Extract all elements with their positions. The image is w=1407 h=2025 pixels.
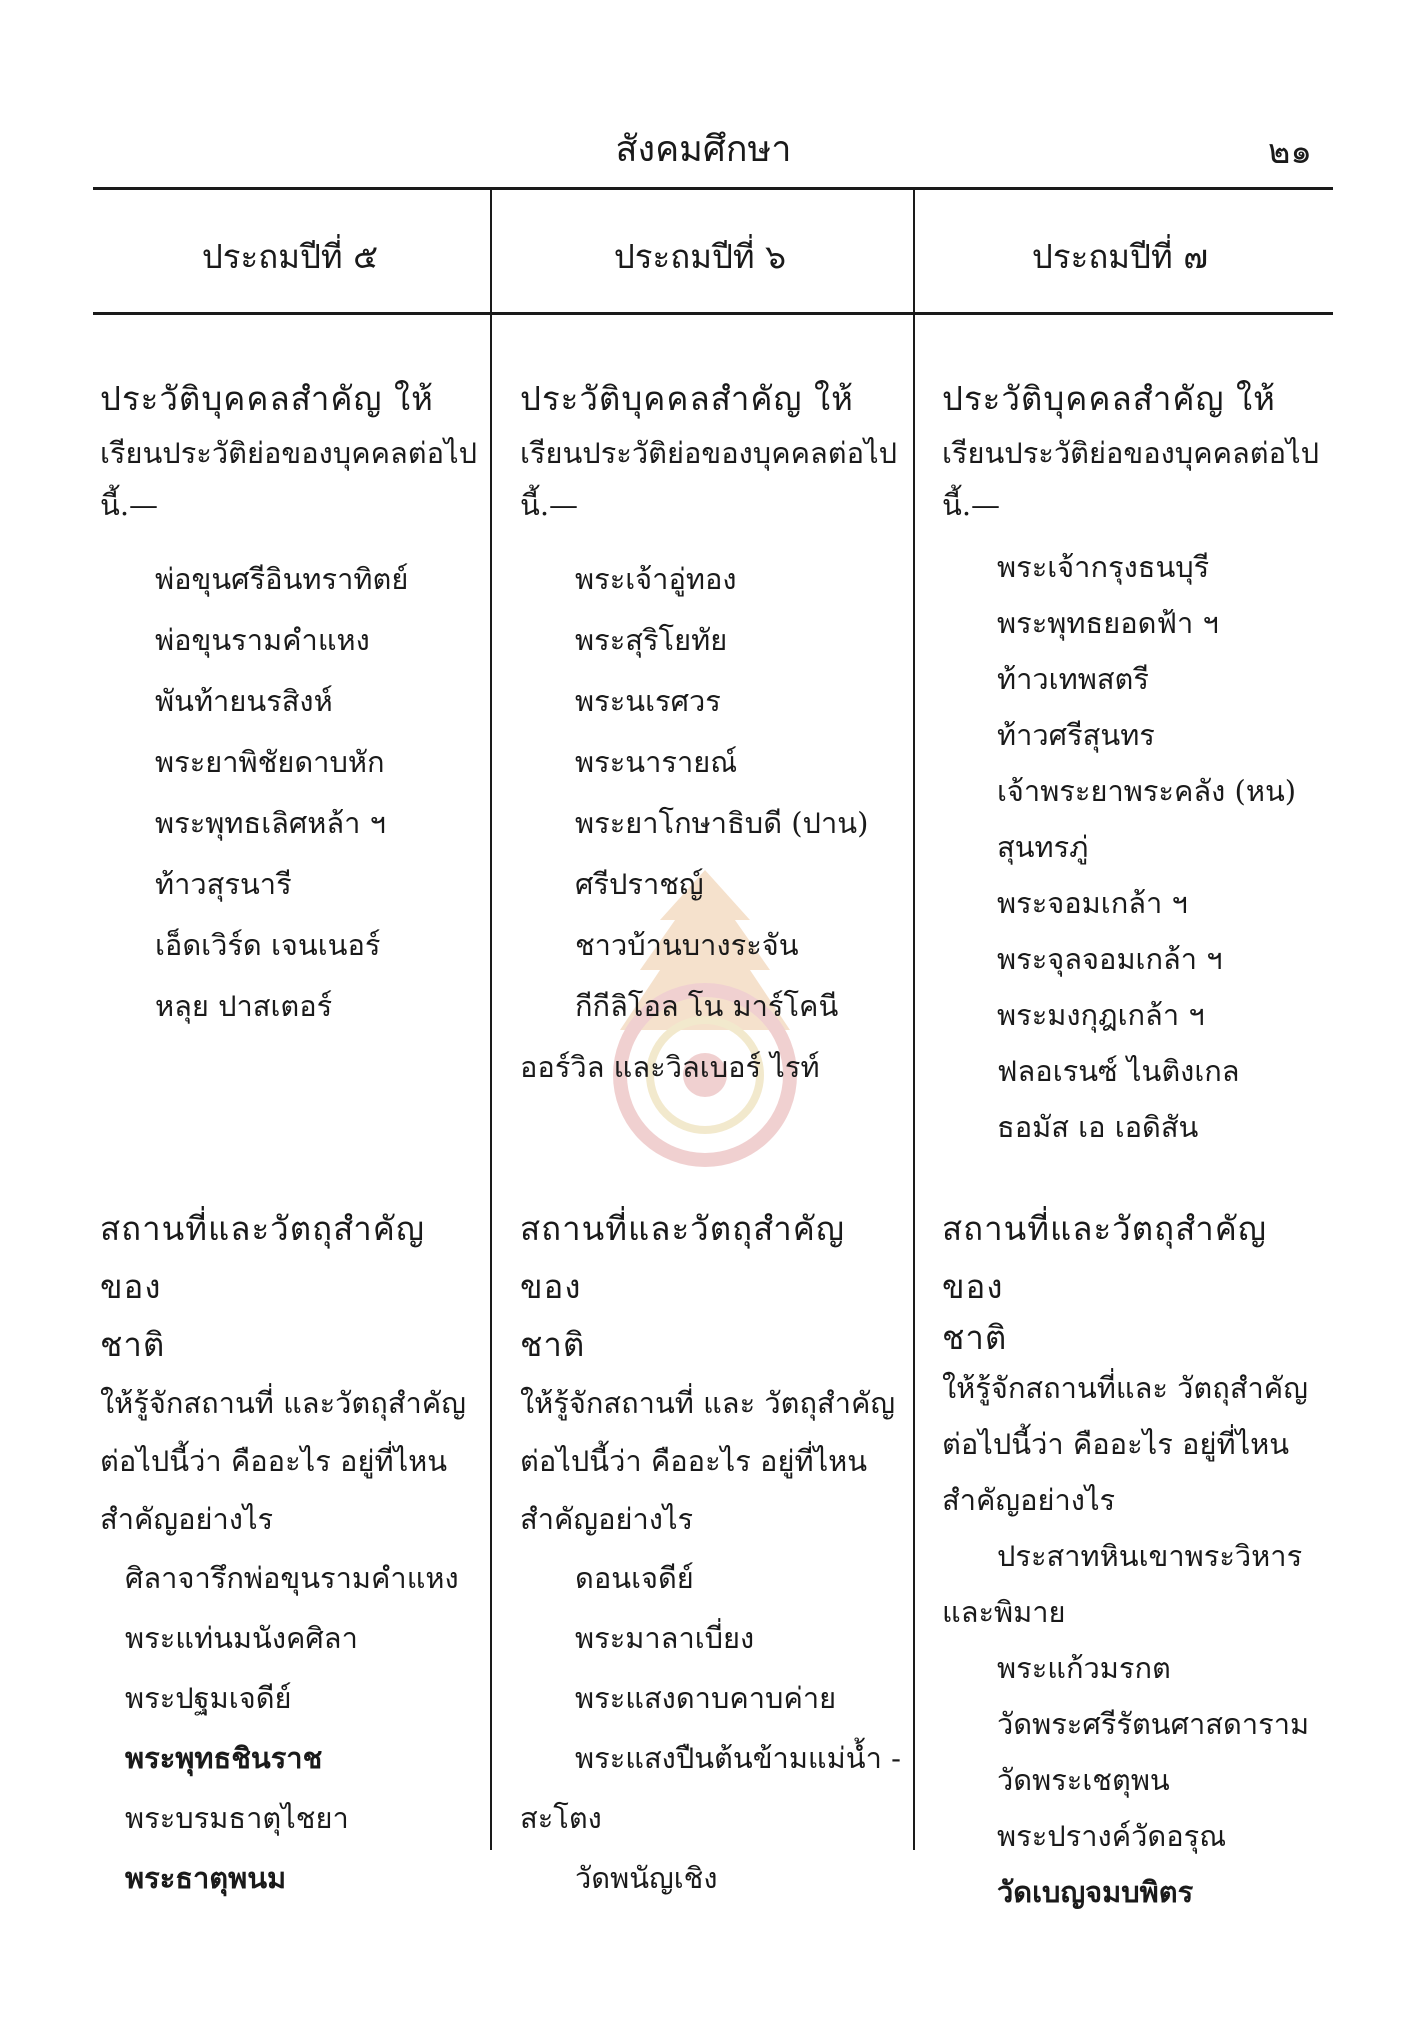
intro-line: สำคัญอย่างไร <box>520 1502 694 1536</box>
intro-line: ต่อไปนี้ว่า คืออะไร อยู่ที่ไหน <box>100 1444 448 1478</box>
grade-7-places-section <box>942 1200 1327 1920</box>
list-item: พระสุริโยทัย <box>575 623 728 657</box>
list-item: พระบรมธาตุไชยา <box>125 1801 349 1835</box>
person-list <box>100 549 480 1037</box>
list-item: วัดเบญจมบพิตร <box>997 1875 1194 1909</box>
person-list <box>520 549 900 1098</box>
intro-line: สำคัญอย่างไร <box>100 1502 274 1536</box>
page-title: สังคมศึกษา <box>615 129 792 170</box>
list-item: ธอมัส เอ เอดิสัน <box>997 1110 1199 1144</box>
list-item: พระยาพิชัยดาบหัก <box>155 745 385 779</box>
list-item: วัดพระเชตุพน <box>997 1763 1170 1797</box>
list-item: พระมาลาเบี่ยง <box>575 1621 755 1655</box>
column-heading-grade-6: ประถมปีที่ ๖ <box>613 237 787 276</box>
list-item: ชาวบ้านบางระจัน <box>575 928 799 962</box>
list-item: พระพุทธเลิศหล้า ฯ <box>155 806 386 840</box>
person-list <box>942 539 1322 1155</box>
section-intro <box>100 423 480 535</box>
list-item: ฟลอเรนซ์ ไนติงเกล <box>997 1054 1240 1088</box>
list-item: สุนทรภู่ <box>997 830 1089 864</box>
list-item: วัดพระศรีรัตนศาสดาราม <box>997 1707 1310 1741</box>
list-item: พระปรางค์วัดอรุณ <box>997 1819 1227 1853</box>
list-item: พระนเรศวร <box>575 684 721 718</box>
intro-line: ต่อไปนี้ว่า คืออะไร อยู่ที่ไหน <box>520 1444 868 1478</box>
list-item: ประสาทหินเขาพระวิหาร <box>997 1539 1303 1573</box>
section-title: ประวัติบุคคลสำคัญ ให้ <box>942 379 1276 418</box>
list-item: พระแสงปืนต้นข้ามแม่น้ำ - <box>575 1741 901 1775</box>
intro-line: ต่อไปนี้ว่า คืออะไร อยู่ที่ไหน <box>942 1427 1290 1461</box>
list-item: พระแสงดาบคาบค่าย <box>575 1681 837 1715</box>
section-intro <box>520 423 900 535</box>
list-item: พันท้ายนรสิงห์ <box>155 684 333 718</box>
list-item: วัดพนัญเชิง <box>575 1861 718 1895</box>
list-item: พระนารายณ์ <box>575 745 738 779</box>
intro-end: นี้.— <box>942 488 1001 522</box>
list-item-continuation: และพิมาย <box>942 1595 1066 1629</box>
list-item: ออร์วิล และวิลเบอร์ ไรท์ <box>520 1050 820 1084</box>
grade-5-places-section <box>100 1200 485 1908</box>
intro-line: สำคัญอย่างไร <box>942 1483 1116 1517</box>
list-item: เอ็ดเวิร์ด เจนเนอร์ <box>155 928 381 962</box>
section-title: ประวัติบุคคลสำคัญ ให้ <box>100 379 434 418</box>
list-item: พระแท่นมนังคศิลา <box>125 1621 358 1655</box>
column-divider <box>490 190 492 1850</box>
list-item: พ่อขุนศรีอินทราทิตย์ <box>155 562 409 596</box>
list-item: พระมงกุฎเกล้า ฯ <box>997 998 1205 1032</box>
list-item: ศรีปราชญ์ <box>575 867 704 901</box>
list-item: ดอนเจดีย์ <box>575 1561 694 1595</box>
page-number: ๒๑ <box>1268 132 1312 172</box>
list-item: พระแก้วมรกต <box>997 1651 1171 1685</box>
table-header-rule <box>93 312 1333 315</box>
list-item: ท้าวเทพสตรี <box>997 662 1149 696</box>
intro-line: ให้รู้จักสถานที่ และวัตถุสำคัญ <box>100 1386 466 1420</box>
intro-line: ให้รู้จักสถานที่และ วัตถุสำคัญ <box>942 1371 1308 1405</box>
grade-7-biography-section <box>942 375 1322 1155</box>
table-top-rule <box>93 187 1333 190</box>
list-item: ท้าวศรีสุนทร <box>997 718 1155 752</box>
list-item: เจ้าพระยาพระคลัง (หน) <box>997 774 1297 808</box>
grade-6-biography-section <box>520 375 900 1098</box>
intro-end: นี้.— <box>100 488 159 522</box>
list-item: พระปฐมเจดีย์ <box>125 1681 292 1715</box>
list-item: พระพุทธยอดฟ้า ฯ <box>997 606 1219 640</box>
section-title-end: ชาติ <box>942 1318 1008 1357</box>
section-title: สถานที่และวัตถุสำคัญของ <box>520 1209 845 1306</box>
intro-text: เรียนประวัติย่อของบุคคลต่อไป <box>942 436 1320 470</box>
section-intro <box>942 423 1322 535</box>
list-item: พระธาตุพนม <box>125 1861 287 1895</box>
list-item: ท้าวสุรนารี <box>155 867 292 901</box>
intro-text: เรียนประวัติย่อของบุคคลต่อไป <box>520 436 898 470</box>
list-item: ศิลาจารึกพ่อขุนรามคำแหง <box>125 1561 459 1595</box>
list-item: พระเจ้าอู่ทอง <box>575 562 737 596</box>
section-title-end: ชาติ <box>520 1325 586 1364</box>
list-item: พระจอมเกล้า ฯ <box>997 886 1188 920</box>
intro-line: ให้รู้จักสถานที่ และ วัตถุสำคัญ <box>520 1386 896 1420</box>
list-item: พ่อขุนรามคำแหง <box>155 623 370 657</box>
grade-6-places-section <box>520 1200 905 1908</box>
section-title-end: ชาติ <box>100 1325 166 1364</box>
list-item: พระพุทธชินราช <box>125 1741 323 1775</box>
list-item-continuation: สะโตง <box>520 1801 602 1835</box>
intro-text: เรียนประวัติย่อของบุคคลต่อไป <box>100 436 478 470</box>
section-title: ประวัติบุคคลสำคัญ ให้ <box>520 379 854 418</box>
column-heading-grade-7: ประถมปีที่ ๗ <box>1031 237 1209 276</box>
list-item: พระเจ้ากรุงธนบุรี <box>997 550 1210 584</box>
column-heading-grade-5: ประถมปีที่ ๕ <box>201 237 379 276</box>
section-title: สถานที่และวัตถุสำคัญของ <box>100 1209 425 1306</box>
list-item: หลุย ปาสเตอร์ <box>155 989 333 1023</box>
grade-5-biography-section <box>100 375 480 1037</box>
list-item: พระจุลจอมเกล้า ฯ <box>997 942 1223 976</box>
column-divider <box>913 190 915 1850</box>
section-title: สถานที่และวัตถุสำคัญของ <box>942 1209 1267 1306</box>
intro-end: นี้.— <box>520 488 579 522</box>
list-item: พระยาโกษาธิบดี (ปาน) <box>575 806 869 840</box>
list-item: กีกีลิโอล โน มาร์โคนี <box>575 989 839 1023</box>
